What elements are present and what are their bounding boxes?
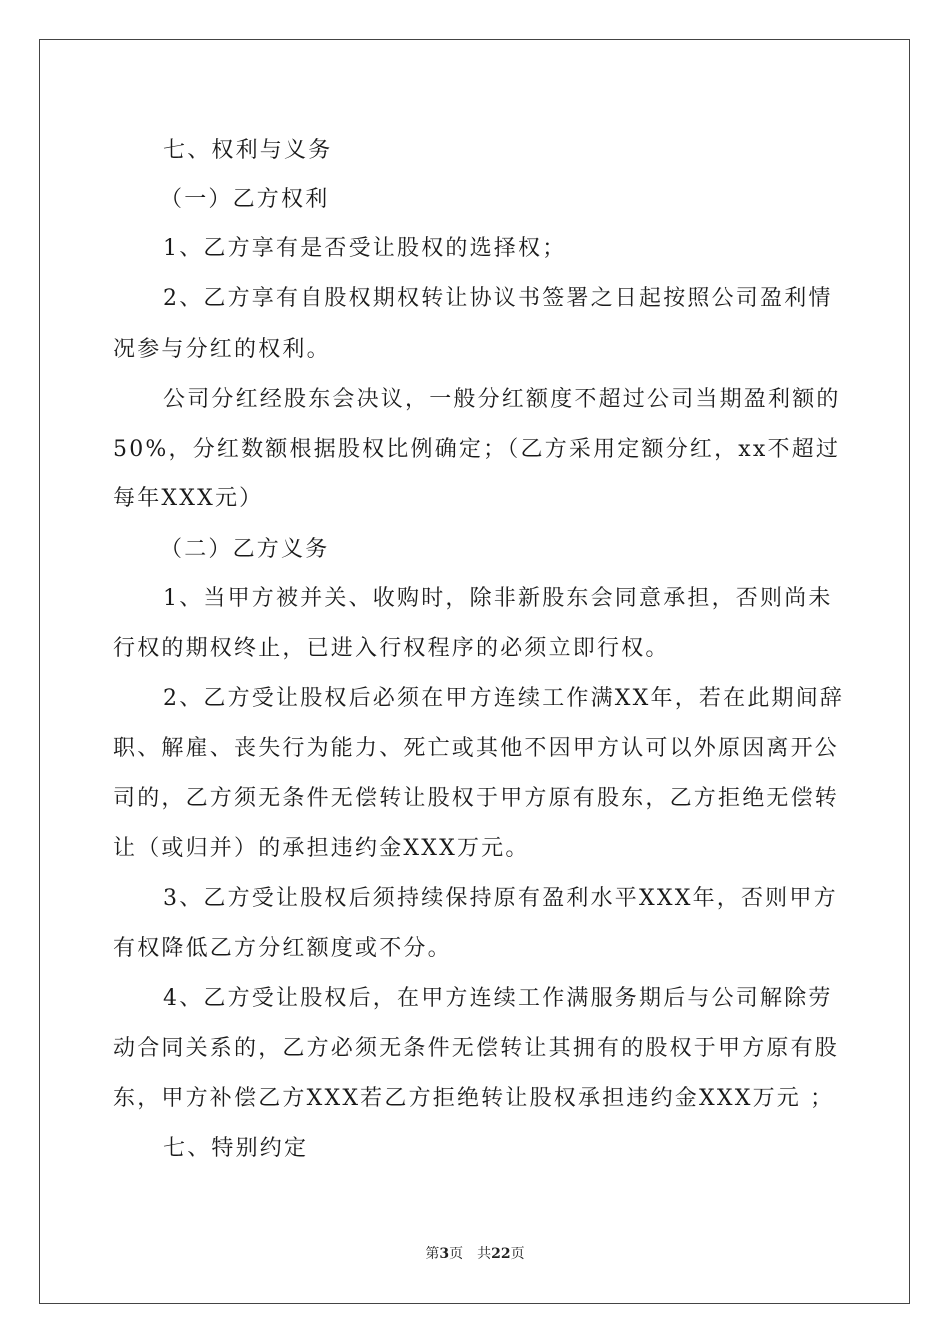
- current-page-number: 3: [439, 1246, 450, 1262]
- paragraph-line: 况参与分红的权利。: [113, 337, 331, 362]
- paragraph-line: 1、乙方享有是否受让股权的选择权；: [163, 236, 567, 261]
- paragraph-line: 东，甲方补偿乙方XXX若乙方拒绝转让股权承担违约金XXX万元 ；: [113, 1086, 835, 1111]
- footer-total-suffix: 页: [510, 1246, 525, 1262]
- page-border: [39, 39, 910, 1304]
- section-heading-rights-obligations: 七、权利与义务: [163, 138, 333, 163]
- paragraph-line: 有权降低乙方分红额度或不分。: [113, 936, 452, 961]
- total-pages-number: 22: [491, 1246, 511, 1262]
- paragraph-line: 2、乙方享有自股权期权转让协议书签署之日起按照公司盈利情: [163, 286, 833, 311]
- page-footer: [0, 1244, 950, 1264]
- paragraph-line: 3、乙方受让股权后须持续保持原有盈利水平XXX年，否则甲方: [163, 886, 838, 911]
- paragraph-line: 职、解雇、丧失行为能力、死亡或其他不因甲方认可以外原因离开公: [113, 736, 840, 761]
- paragraph-line: 2、乙方受让股权后必须在甲方连续工作满XX年，若在此期间辞: [163, 686, 845, 711]
- paragraph-line: 司的，乙方须无条件无偿转让股权于甲方原有股东，乙方拒绝无偿转: [113, 786, 840, 811]
- footer-page-suffix: 页: [449, 1246, 464, 1262]
- paragraph-line: 让（或归并）的承担违约金XXX万元。: [113, 836, 530, 861]
- paragraph-line: 1、当甲方被并关、收购时，除非新股东会同意承担，否则尚未: [163, 586, 833, 611]
- subsection-heading-party-b-obligations: （二）乙方义务: [160, 537, 330, 562]
- paragraph-line: 4、乙方受让股权后，在甲方连续工作满服务期后与公司解除劳: [163, 986, 833, 1011]
- paragraph-line: 行权的期权终止，已进入行权程序的必须立即行权。: [113, 636, 670, 661]
- footer-total-prefix: 共: [477, 1246, 492, 1262]
- subsection-heading-party-b-rights: （一）乙方权利: [160, 187, 330, 212]
- paragraph-line: 50%，分红数额根据股权比例确定；（乙方采用定额分红，xx不超过: [113, 437, 841, 462]
- section-heading-special-agreement: 七、特别约定: [163, 1136, 309, 1161]
- footer-prefix: 第: [425, 1246, 440, 1262]
- paragraph-line: 动合同关系的，乙方必须无条件无偿转让其拥有的股权于甲方原有股: [113, 1036, 840, 1061]
- paragraph-line: 公司分红经股东会决议，一般分红额度不超过公司当期盈利额的: [163, 387, 841, 412]
- paragraph-line: 每年XXX元）: [113, 486, 264, 511]
